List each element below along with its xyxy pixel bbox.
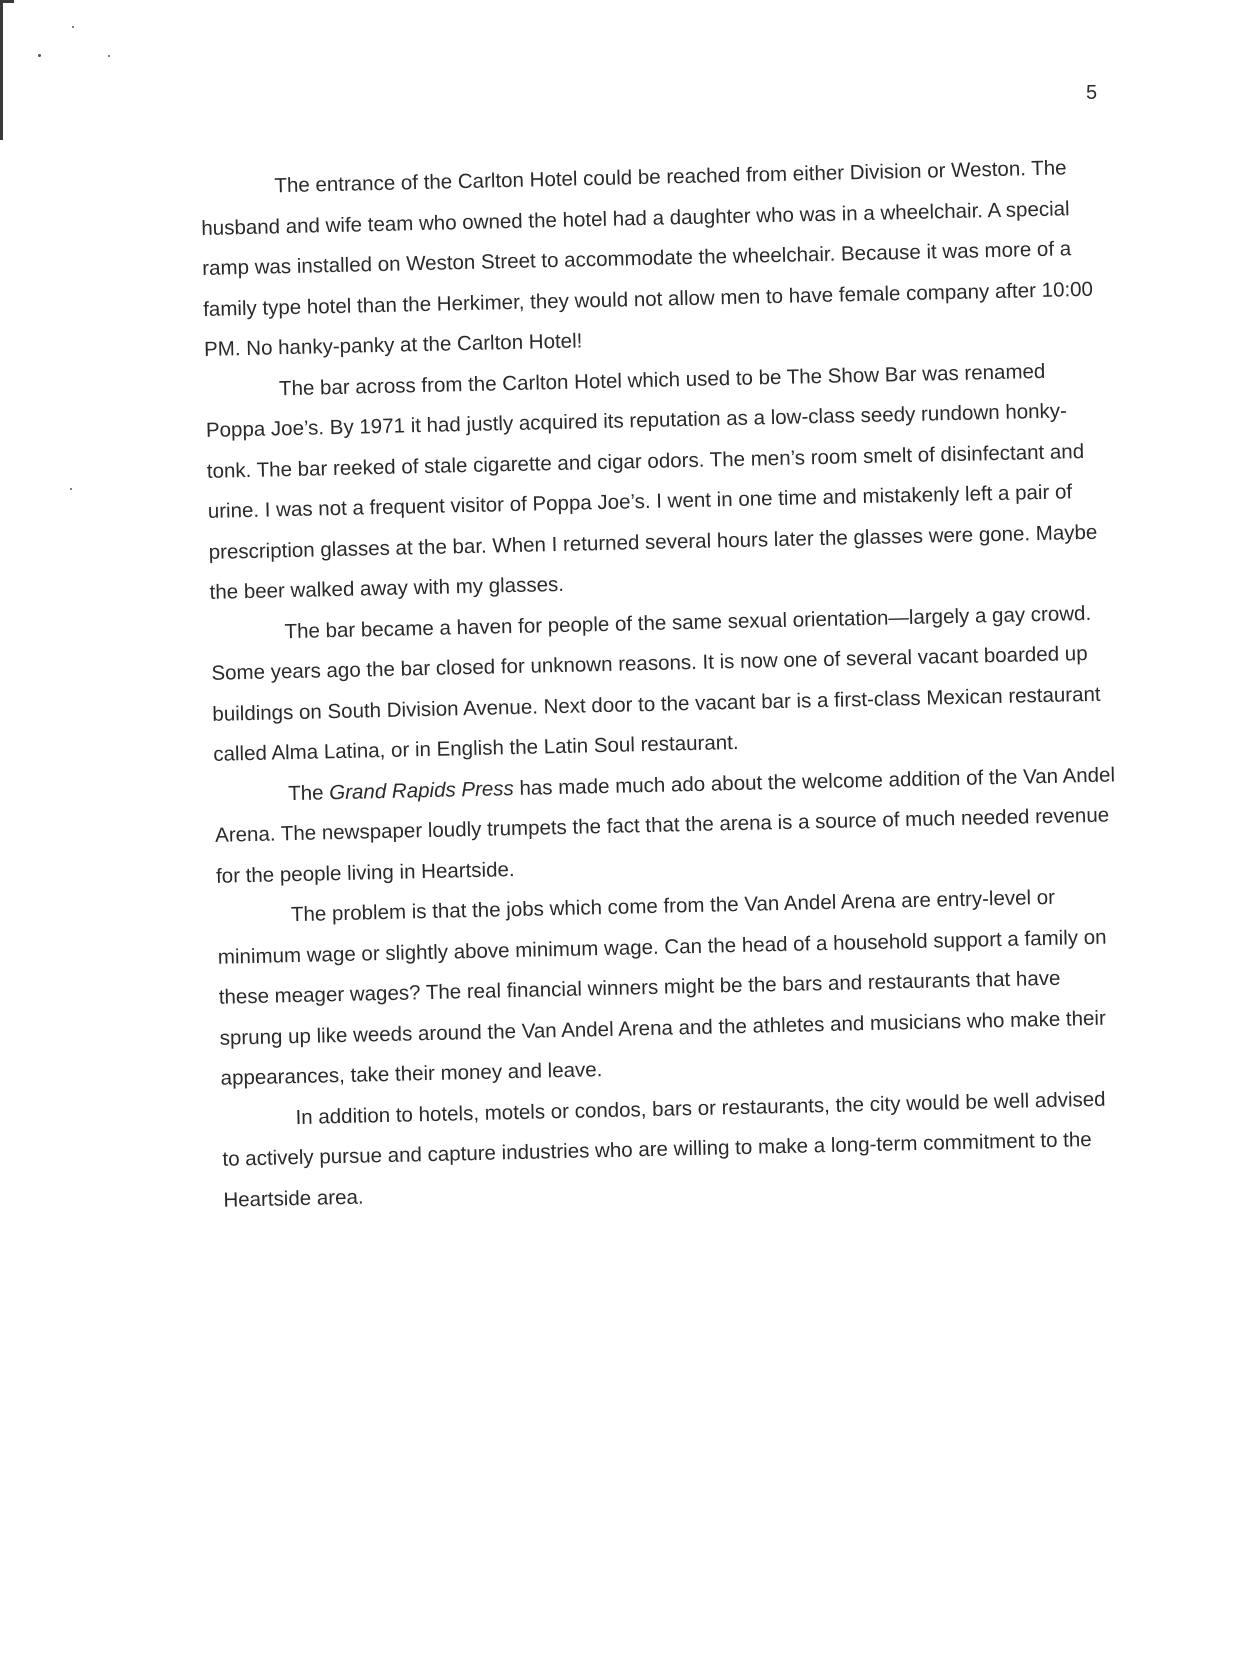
paragraph-bar-haven: The bar became a haven for people of the same sexual orientation—largely a gay crowd. Some years ago the bar closed for unknown reasons. It is now one of several vacant boarded up buildings on South Division Avenue. Next door to the vacant bar is a first-class Mexican restaurant called Alma Latina, or in English the Latin Soul restaurant.: [211, 601, 1101, 766]
scan-edge-top: [0, 0, 14, 3]
paragraph-jobs-problem: The problem is that the jobs which come from the Van Andel Arena are entry-level or minimum wage or slightly above minimum wage. Can the head of a household support a family on these meager wages? The real financial winners might be the bars and restaurants that have sprung up like weeds around the Van Andel Arena and the athletes and musicians who make their appearances, take their money and leave.: [217, 885, 1107, 1090]
scan-speck: [108, 55, 110, 57]
scan-speck: [38, 54, 41, 57]
paragraph-city-advice: In addition to hotels, motels or condos, bars or restaurants, the city would be well advised to actively pursue and capture industries who are willing to make a long-term commitment to the Heartside area.: [222, 1087, 1106, 1212]
paragraph-text: The: [287, 780, 330, 805]
paragraph-text: has made much ado about the welcome addition of the Van Andel Arena. The newspaper loudly trumpets the fact that the arena is a source of much needed revenue for the people living in Heartside.: [214, 762, 1116, 888]
scan-edge-left: [0, 0, 3, 140]
paragraph-carlton-hotel: The entrance of the Carlton Hotel could be reached from either Division or Weston. The husband and wife team who owned the hotel had a daughter who was in a wheelchair. A special ramp was installed on Weston Street to accommodate the wheelchair. Because it was more of a family type hotel than the Herkimer, they would not allow men to have female company after 10:00 PM. No hanky-panky at the Carlton Hotel!: [201, 156, 1094, 361]
page-number: 5: [1086, 82, 1098, 104]
newspaper-title: Grand Rapids Press: [328, 776, 515, 804]
scan-speck: [72, 26, 74, 28]
paragraph-poppa-joes: The bar across from the Carlton Hotel which used to be The Show Bar was renamed Poppa Joe’s. By 1971 it had justly acquired its reputation as a low-class seedy rundown honky-tonk. The bar reeked of stale cigarette and cigar odors. The men’s room smelt of disinfectant and urine. I was not a frequent visitor of Poppa Joe’s. I went in one time and mistakenly left a pair of prescription glasses at the bar. When I returned several hours later the glasses were gone. Maybe the beer walked away with my glasses.: [205, 359, 1098, 604]
scan-speck: [70, 488, 72, 490]
paragraph-grand-rapids-press: [214, 755, 1122, 897]
document-body: [200, 147, 1129, 1220]
